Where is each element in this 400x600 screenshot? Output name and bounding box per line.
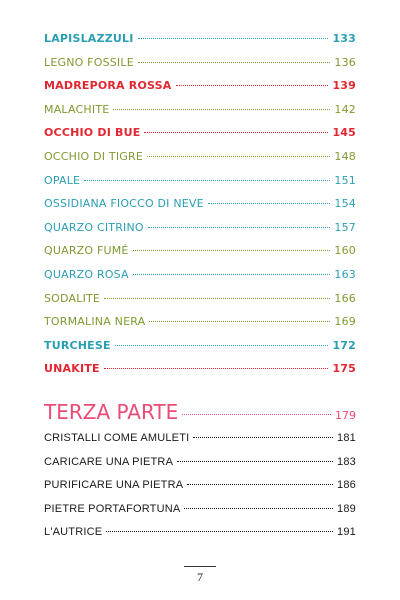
toc-entry-label: QUARZO ROSA xyxy=(44,268,129,281)
page-number: 7 xyxy=(197,570,203,584)
toc-entry-page: 157 xyxy=(334,220,356,234)
toc-entry xyxy=(44,432,356,444)
leader-dots xyxy=(182,414,331,415)
leader-dots xyxy=(193,437,333,438)
toc-entry-label: TURCHESE xyxy=(44,338,111,352)
leader-dots xyxy=(115,345,329,346)
toc-entry-page: 191 xyxy=(337,526,356,539)
leader-dots xyxy=(176,85,329,86)
toc-entry xyxy=(44,339,356,352)
toc-entry-page: 133 xyxy=(332,32,356,45)
leader-dots xyxy=(177,461,333,462)
toc-entry xyxy=(44,268,356,281)
toc-entry-page: 189 xyxy=(337,502,356,515)
toc-entry-label: LAPISLAZZULI xyxy=(44,32,134,45)
toc-entry-label: CRISTALLI COME AMULETI xyxy=(44,432,190,444)
toc-entry xyxy=(44,174,356,187)
toc-entry-label: MADREPORA ROSSA xyxy=(44,79,172,93)
leader-dots xyxy=(104,298,330,299)
toc-entry-page: 175 xyxy=(332,362,356,376)
toc-entry xyxy=(44,221,356,234)
leader-dots xyxy=(147,156,330,157)
toc-entry-page: 181 xyxy=(337,432,356,444)
toc-entry-label: PIETRE PORTAFORTUNA xyxy=(44,502,181,515)
section-title: TERZA PARTE xyxy=(44,400,179,424)
toc-entry-page: 145 xyxy=(332,126,356,140)
toc-entry-label: MALACHITE xyxy=(44,102,110,116)
toc-entry xyxy=(44,456,356,468)
footer-rule xyxy=(184,566,216,567)
toc-entry-label: LEGNO FOSSILE xyxy=(44,55,134,69)
leader-dots xyxy=(208,203,331,204)
toc-entry-label: PURIFICARE UNA PIETRA xyxy=(44,479,184,492)
toc-entry-page: 172 xyxy=(332,338,356,352)
toc-entry-label: QUARZO CITRINO xyxy=(44,220,144,234)
toc-entry-label: CARICARE UNA PIETRA xyxy=(44,455,174,468)
toc-entry xyxy=(44,126,356,139)
leader-dots xyxy=(149,321,330,322)
leader-dots xyxy=(187,484,333,485)
leader-dots xyxy=(133,274,331,275)
leader-dots xyxy=(133,250,331,251)
toc-entry-label: UNAKITE xyxy=(44,362,100,376)
leader-dots xyxy=(138,38,329,39)
toc-entry xyxy=(44,103,356,116)
leader-dots xyxy=(184,508,333,509)
section-heading xyxy=(44,400,356,424)
toc-entry-page: 139 xyxy=(332,79,356,93)
toc-entry xyxy=(44,32,356,45)
toc-entry xyxy=(44,362,356,375)
toc-entry-page: 148 xyxy=(334,150,356,163)
toc-entry xyxy=(44,526,356,538)
leader-dots xyxy=(138,62,331,63)
toc-entry xyxy=(44,79,356,92)
toc-entry-label: OPALE xyxy=(44,173,81,187)
toc-entry-label: TORMALINA NERA xyxy=(44,315,146,329)
toc-entry xyxy=(44,244,356,257)
toc-entry-label: L'AUTRICE xyxy=(44,526,103,539)
toc-entry-label: OCCHIO DI BUE xyxy=(44,126,141,140)
toc-entry-label: SODALITE xyxy=(44,291,101,305)
toc-entry xyxy=(44,315,356,328)
section-page-number: 179 xyxy=(335,409,356,422)
toc-entry-page: 160 xyxy=(334,244,356,258)
toc-entry-label: QUARZO FUMÉ xyxy=(44,244,129,258)
toc-entry-page: 163 xyxy=(334,268,356,281)
toc-entry xyxy=(44,56,356,69)
leader-dots xyxy=(106,531,333,532)
toc-entry xyxy=(44,150,356,163)
leader-dots xyxy=(148,227,331,228)
toc-entry xyxy=(44,197,356,210)
toc-entry xyxy=(44,479,356,491)
toc-entry-page: 183 xyxy=(337,455,356,468)
toc-entry-page: 151 xyxy=(334,173,356,187)
toc-entry-page: 136 xyxy=(334,55,356,69)
leader-dots xyxy=(113,109,330,110)
toc-entry-page: 154 xyxy=(334,197,356,211)
leader-dots xyxy=(84,180,330,181)
leader-dots xyxy=(104,368,329,369)
toc-entry-page: 166 xyxy=(334,291,356,305)
toc-entry xyxy=(44,503,356,515)
leader-dots xyxy=(144,132,328,133)
toc-entry xyxy=(44,292,356,305)
toc-entry-page: 142 xyxy=(334,102,356,116)
toc-entry-label: OCCHIO DI TIGRE xyxy=(44,150,143,163)
toc-entry-label: OSSIDIANA FIOCCO DI NEVE xyxy=(44,197,204,211)
toc-entry-page: 186 xyxy=(337,479,356,492)
toc-entry-page: 169 xyxy=(334,315,356,329)
